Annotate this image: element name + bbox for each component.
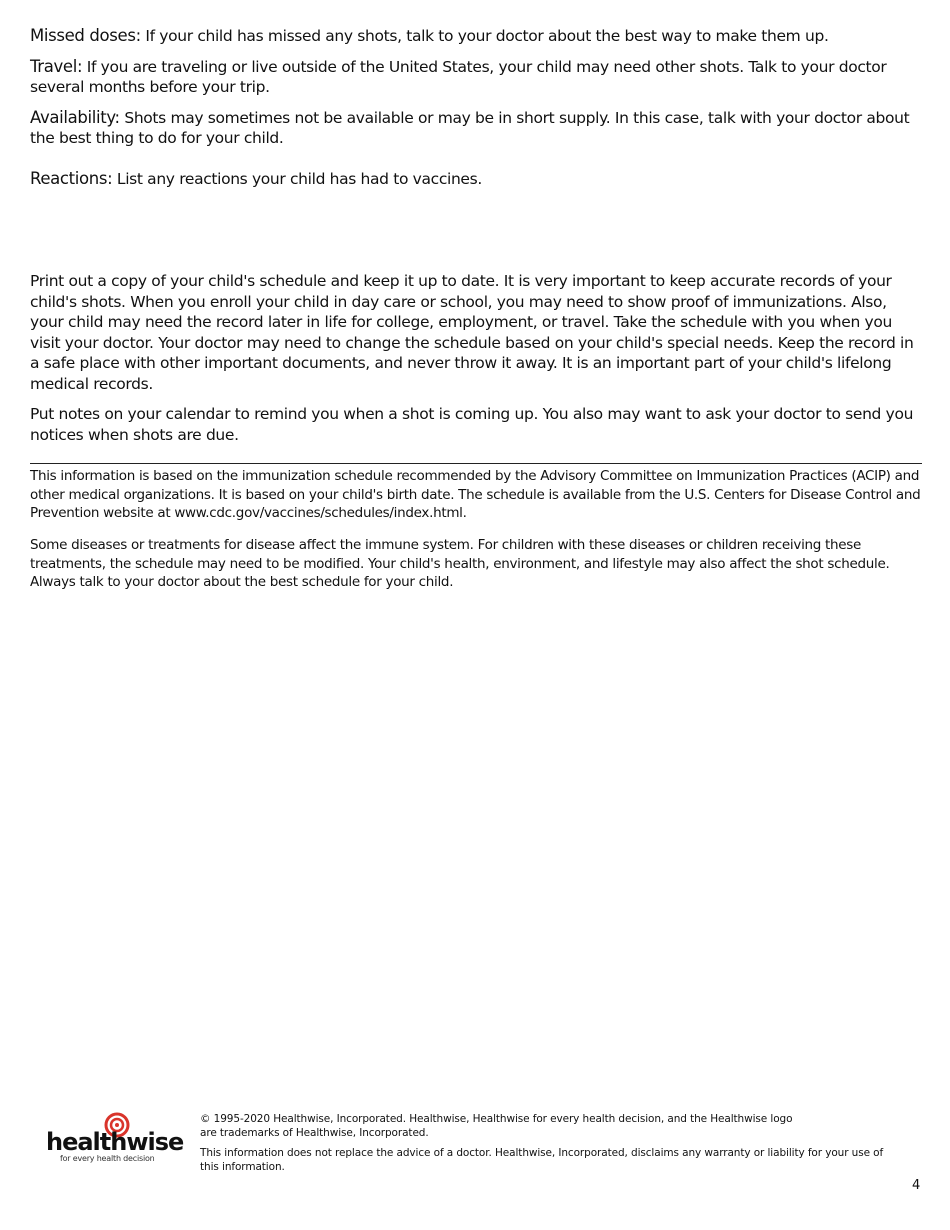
disclaimer-text: This information does not replace the advice of a doctor. Healthwise, Incorporated, disclaims any warranty or liability for your use of this information. <box>200 1147 884 1173</box>
availability-paragraph <box>30 108 922 149</box>
healthwise-logo <box>46 1110 184 1170</box>
modification-note: Some diseases or treatments for disease affect the immune system. For children with these diseases or children receiving these treatments, the schedule may need to be modified. Your child's health, environment, and lifestyle may also affect the shot schedule. Always talk to your doctor about the best schedule for your child. <box>30 537 890 590</box>
travel-label: Travel: <box>30 56 83 76</box>
missed-doses-text: If your child has missed any shots, talk to your doctor about the best way to make them up. <box>140 27 829 45</box>
main-content <box>30 26 922 455</box>
records-paragraph: Print out a copy of your child's schedule and keep it up to date. It is very important to keep accurate records of your child's shots. When you enroll your child in day care or school, you may need to show proof of immunizations. Also, your child may need the record later in life for college, employment, or travel. Take the schedule with you when you visit your doctor. Your doctor may need to change the schedule based on your child's special needs. Keep the record in a safe place with other important documents, and never throw it away. It is an important part of your child's lifelong medical records. <box>30 272 914 393</box>
missed-doses-label: Missed doses: <box>30 26 141 45</box>
copyright-text: © 1995-2020 Healthwise, Incorporated. Healthwise, Healthwise for every health decision, and the Healthwise logo are trademarks of Healthwise, Incorporated. <box>200 1113 793 1139</box>
reactions-label: Reactions: <box>30 168 113 188</box>
logo-tagline: for every health decision <box>60 1154 155 1163</box>
travel-text: If you are traveling or live outside of the United States, your child may need other shots. Talk to your doctor several months before your trip. <box>30 57 887 96</box>
divider <box>30 463 922 464</box>
reactions-paragraph <box>30 169 922 190</box>
travel-paragraph <box>30 57 922 98</box>
availability-label: Availability: <box>30 107 120 127</box>
availability-text: Shots may sometimes not be available or may be in short supply. In this case, talk with your doctor about the best thing to do for your child. <box>30 108 910 147</box>
source-note: This information is based on the immunization schedule recommended by the Advisory Committee on Immunization Practices (ACIP) and other medical organizations. It is based on your child's birth date. The schedule is available from the U.S. Centers for Disease Control and Prevention website at www.cdc.gov/vaccines/schedules/index.html. <box>30 468 921 521</box>
logo-wordmark: healthwise <box>46 1128 184 1156</box>
calendar-paragraph: Put notes on your calendar to remind you when a shot is coming up. You also may want to ask your doctor to send you notices when shots are due. <box>30 405 914 444</box>
page-number: 4 <box>912 1178 921 1193</box>
missed-doses-paragraph <box>30 26 922 47</box>
reactions-text: List any reactions your child has had to vaccines. <box>112 169 482 188</box>
